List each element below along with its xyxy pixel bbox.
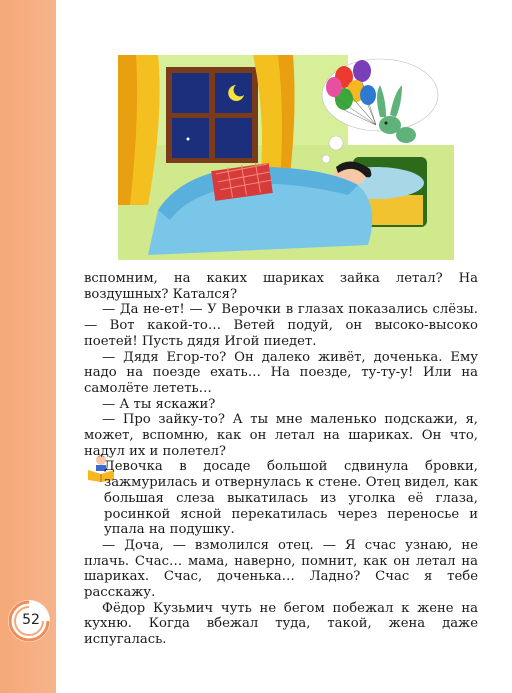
paragraph-8: Фёдор Кузьмич чуть не бегом побежал к жене на кухню. Когда вбежал туда, такой, жена даже испугалась. bbox=[84, 600, 478, 648]
bedtime-illustration bbox=[118, 55, 454, 260]
page-margin-strip bbox=[0, 0, 56, 693]
story-text bbox=[84, 271, 478, 648]
paragraph-4: — А ты яскажи? bbox=[102, 396, 216, 412]
paragraph-3: — Дядя Егор-то? Он далеко живёт, доченька. Ему надо на поезде ехать… На поезде, ту-ту-у! Или на самолёте лететь… bbox=[84, 349, 478, 396]
paragraph-1: вспомним, на каких шариках зайка летал? На воздушных? Катался? bbox=[84, 271, 478, 302]
paragraph-5: — Про зайку-то? А ты мне маленько подскажи, я, может, вспомню, как он летал на шариках. Он что, надул их и полетел? bbox=[84, 412, 478, 459]
paragraph-6: Девочка в досаде большой сдвинула бровки, зажмурилась и отвернулась к стене. Отец видел, как большая слеза выкатилась из уголка её глаза, росинкой ясной перекатилась через переносье и упала на подушку. bbox=[104, 459, 478, 538]
page-number: 52 bbox=[22, 612, 40, 628]
paragraph-7: — Доча, — взмолился отец. — Я счас узнаю, не плачь. Счас… мама, наверно, помнит, как он летал на шариках. Счас, доченька… Ладно? Счас я тебе расскажу. bbox=[84, 537, 478, 601]
paragraph-2: — Да не-ет! — У Верочки в глазах показались слёзы. — Вот какой-то… Ветей подуй, он высоко-высоко поетей! Пусть дядя Игой пиедет. bbox=[84, 302, 478, 349]
